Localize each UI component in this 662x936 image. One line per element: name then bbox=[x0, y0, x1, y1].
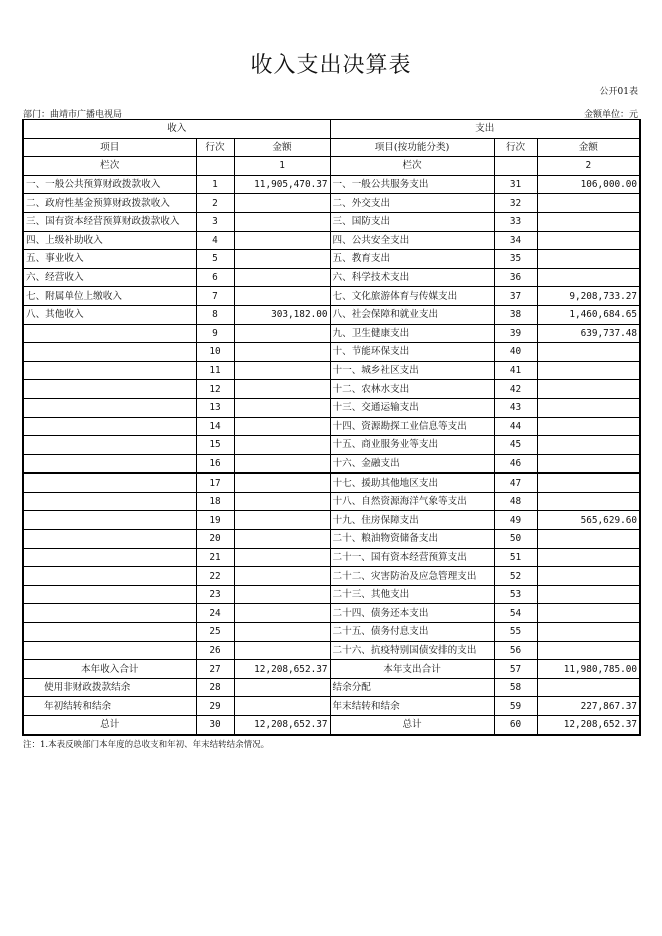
expense-amount bbox=[537, 567, 640, 586]
income-item bbox=[23, 585, 196, 604]
income-line-no: 19 bbox=[196, 511, 234, 530]
expense-item: 十六、金融支出 bbox=[330, 454, 494, 473]
expense-amount: 227,867.37 bbox=[537, 697, 640, 716]
income-amount bbox=[234, 324, 330, 343]
table-row bbox=[23, 454, 640, 473]
income-item bbox=[23, 380, 196, 399]
expense-item: 二十五、债务付息支出 bbox=[330, 623, 494, 642]
expense-item: 二十、粮油物资储备支出 bbox=[330, 530, 494, 549]
income-amount bbox=[234, 530, 330, 549]
expense-line-no: 49 bbox=[494, 511, 537, 530]
expense-item: 十七、援助其他地区支出 bbox=[330, 473, 494, 492]
footnote: 注：1.本表反映部门本年度的总收支和年初、年末结转结余情况。 bbox=[23, 740, 270, 750]
expense-amount bbox=[537, 398, 640, 417]
table-row bbox=[23, 268, 640, 287]
income-amount bbox=[234, 697, 330, 716]
amount-unit-label: 金额单位：元 bbox=[583, 110, 638, 120]
summary-row bbox=[23, 697, 640, 716]
column-header-row bbox=[23, 138, 640, 157]
expense-amount: 1,460,684.65 bbox=[537, 305, 640, 324]
expense-amount: 639,737.48 bbox=[537, 324, 640, 343]
empty-cell bbox=[494, 157, 537, 176]
expense-item: 十四、资源勘探工业信息等支出 bbox=[330, 417, 494, 436]
table-row bbox=[23, 473, 640, 492]
income-item bbox=[23, 511, 196, 530]
income-amount bbox=[234, 548, 330, 567]
expense-line-no: 42 bbox=[494, 380, 537, 399]
col-number-left: 1 bbox=[234, 157, 330, 176]
income-item bbox=[23, 324, 196, 343]
income-amount bbox=[234, 604, 330, 623]
income-line-no: 6 bbox=[196, 268, 234, 287]
expense-amount bbox=[537, 641, 640, 660]
table-row bbox=[23, 641, 640, 660]
expense-item: 十一、城乡社区支出 bbox=[330, 361, 494, 380]
income-amount bbox=[234, 454, 330, 473]
income-line-no: 23 bbox=[196, 585, 234, 604]
expense-line-no: 52 bbox=[494, 567, 537, 586]
row-label-right: 栏次 bbox=[330, 157, 494, 176]
income-item bbox=[23, 492, 196, 511]
table-row bbox=[23, 287, 640, 306]
expense-line-no: 39 bbox=[494, 324, 537, 343]
income-line-no: 3 bbox=[196, 212, 234, 231]
income-amount bbox=[234, 398, 330, 417]
expense-line-no: 34 bbox=[494, 231, 537, 250]
income-amount bbox=[234, 231, 330, 250]
summary-row bbox=[23, 678, 640, 697]
expense-amount bbox=[537, 604, 640, 623]
income-item bbox=[23, 361, 196, 380]
expense-item: 七、文化旅游体育与传媒支出 bbox=[330, 287, 494, 306]
table-row bbox=[23, 585, 640, 604]
income-item bbox=[23, 436, 196, 455]
expense-line-no: 48 bbox=[494, 492, 537, 511]
income-line-no: 28 bbox=[196, 678, 234, 697]
expense-line-no: 50 bbox=[494, 530, 537, 549]
income-line-no: 16 bbox=[196, 454, 234, 473]
income-amount bbox=[234, 678, 330, 697]
expense-line-no: 44 bbox=[494, 417, 537, 436]
table-row bbox=[23, 398, 640, 417]
income-line-no: 26 bbox=[196, 641, 234, 660]
income-line-no: 12 bbox=[196, 380, 234, 399]
table-row bbox=[23, 324, 640, 343]
expense-line-no: 53 bbox=[494, 585, 537, 604]
table-row bbox=[23, 231, 640, 250]
row-label-left: 栏次 bbox=[23, 157, 196, 176]
expense-item: 三、国防支出 bbox=[330, 212, 494, 231]
income-line-no: 21 bbox=[196, 548, 234, 567]
expense-item: 十二、农林水支出 bbox=[330, 380, 494, 399]
expense-line-no: 31 bbox=[494, 175, 537, 194]
expense-item: 二十六、抗疫特别国债安排的支出 bbox=[330, 641, 494, 660]
col-income-amount: 金额 bbox=[234, 138, 330, 157]
expense-group-header: 支出 bbox=[330, 120, 640, 139]
income-line-no: 2 bbox=[196, 194, 234, 213]
expense-line-no: 58 bbox=[494, 678, 537, 697]
expense-amount bbox=[537, 380, 640, 399]
expense-amount bbox=[537, 436, 640, 455]
expense-line-no: 37 bbox=[494, 287, 537, 306]
income-line-no: 5 bbox=[196, 250, 234, 269]
income-line-no: 8 bbox=[196, 305, 234, 324]
expense-item: 九、卫生健康支出 bbox=[330, 324, 494, 343]
expense-line-no: 59 bbox=[494, 697, 537, 716]
income-line-no: 10 bbox=[196, 343, 234, 362]
income-item: 三、国有资本经营预算财政拨款收入 bbox=[23, 212, 196, 231]
table-row bbox=[23, 567, 640, 586]
col-income-item: 项目 bbox=[23, 138, 196, 157]
expense-amount bbox=[537, 473, 640, 492]
col-expense-amount: 金额 bbox=[537, 138, 640, 157]
income-summary-item: 总计 bbox=[23, 716, 196, 735]
income-item: 七、附属单位上缴收入 bbox=[23, 287, 196, 306]
income-amount bbox=[234, 212, 330, 231]
expense-line-no: 47 bbox=[494, 473, 537, 492]
empty-cell bbox=[196, 157, 234, 176]
income-line-no: 9 bbox=[196, 324, 234, 343]
table-row bbox=[23, 548, 640, 567]
department-label: 部门：曲靖市广播电视局 bbox=[23, 110, 123, 120]
income-item bbox=[23, 530, 196, 549]
income-line-no: 24 bbox=[196, 604, 234, 623]
col-income-line: 行次 bbox=[196, 138, 234, 157]
income-item bbox=[23, 473, 196, 492]
expense-item: 十五、商业服务业等支出 bbox=[330, 436, 494, 455]
income-line-no: 30 bbox=[196, 716, 234, 735]
expense-item: 一、一般公共服务支出 bbox=[330, 175, 494, 194]
income-line-no: 1 bbox=[196, 175, 234, 194]
income-amount bbox=[234, 194, 330, 213]
income-amount bbox=[234, 641, 330, 660]
table-row bbox=[23, 511, 640, 530]
expense-amount bbox=[537, 492, 640, 511]
expense-amount bbox=[537, 212, 640, 231]
expense-summary-item: 年末结转和结余 bbox=[330, 697, 494, 716]
income-line-no: 13 bbox=[196, 398, 234, 417]
income-line-no: 11 bbox=[196, 361, 234, 380]
income-item bbox=[23, 398, 196, 417]
expense-item: 十八、自然资源海洋气象等支出 bbox=[330, 492, 494, 511]
expense-line-no: 33 bbox=[494, 212, 537, 231]
income-amount bbox=[234, 473, 330, 492]
income-line-no: 17 bbox=[196, 473, 234, 492]
income-item bbox=[23, 454, 196, 473]
expense-line-no: 60 bbox=[494, 716, 537, 735]
income-line-no: 14 bbox=[196, 417, 234, 436]
income-item: 五、事业收入 bbox=[23, 250, 196, 269]
form-number: 公开01表 bbox=[599, 87, 638, 97]
expense-amount bbox=[537, 548, 640, 567]
expense-line-no: 43 bbox=[494, 398, 537, 417]
income-group-header: 收入 bbox=[23, 120, 330, 139]
income-item bbox=[23, 641, 196, 660]
income-line-no: 22 bbox=[196, 567, 234, 586]
income-summary-item: 年初结转和结余 bbox=[23, 697, 196, 716]
income-line-no: 25 bbox=[196, 623, 234, 642]
table-row bbox=[23, 380, 640, 399]
income-amount bbox=[234, 287, 330, 306]
expense-amount bbox=[537, 678, 640, 697]
summary-row bbox=[23, 716, 640, 735]
expense-item: 二十三、其他支出 bbox=[330, 585, 494, 604]
expense-amount bbox=[537, 361, 640, 380]
expense-item: 十、节能环保支出 bbox=[330, 343, 494, 362]
income-amount: 11,905,470.37 bbox=[234, 175, 330, 194]
expense-line-no: 46 bbox=[494, 454, 537, 473]
table-row bbox=[23, 305, 640, 324]
expense-amount: 9,208,733.27 bbox=[537, 287, 640, 306]
expense-amount: 12,208,652.37 bbox=[537, 716, 640, 735]
income-item bbox=[23, 548, 196, 567]
expense-amount bbox=[537, 231, 640, 250]
expense-amount: 11,980,785.00 bbox=[537, 660, 640, 679]
table-row bbox=[23, 530, 640, 549]
income-amount bbox=[234, 585, 330, 604]
expense-amount bbox=[537, 194, 640, 213]
table-row bbox=[23, 623, 640, 642]
income-line-no: 27 bbox=[196, 660, 234, 679]
income-amount bbox=[234, 380, 330, 399]
income-item: 六、经营收入 bbox=[23, 268, 196, 287]
expense-line-no: 57 bbox=[494, 660, 537, 679]
group-header-row bbox=[23, 120, 640, 139]
expense-item: 二十一、国有资本经营预算支出 bbox=[330, 548, 494, 567]
table-row bbox=[23, 194, 640, 213]
expense-amount bbox=[537, 417, 640, 436]
income-item bbox=[23, 623, 196, 642]
column-number-row bbox=[23, 157, 640, 176]
income-amount: 303,182.00 bbox=[234, 305, 330, 324]
income-amount bbox=[234, 492, 330, 511]
income-line-no: 29 bbox=[196, 697, 234, 716]
income-item bbox=[23, 343, 196, 362]
income-amount bbox=[234, 623, 330, 642]
expense-amount bbox=[537, 250, 640, 269]
col-expense-line: 行次 bbox=[494, 138, 537, 157]
expense-amount bbox=[537, 623, 640, 642]
expense-line-no: 55 bbox=[494, 623, 537, 642]
income-item: 二、政府性基金预算财政拨款收入 bbox=[23, 194, 196, 213]
expense-item: 八、社会保障和就业支出 bbox=[330, 305, 494, 324]
table-row bbox=[23, 212, 640, 231]
income-line-no: 18 bbox=[196, 492, 234, 511]
expense-line-no: 54 bbox=[494, 604, 537, 623]
table-row bbox=[23, 250, 640, 269]
col-number-right: 2 bbox=[537, 157, 640, 176]
income-summary-item: 本年收入合计 bbox=[23, 660, 196, 679]
income-expense-table bbox=[22, 119, 641, 736]
income-line-no: 15 bbox=[196, 436, 234, 455]
table-row bbox=[23, 492, 640, 511]
expense-amount bbox=[537, 454, 640, 473]
expense-summary-item: 结余分配 bbox=[330, 678, 494, 697]
expense-line-no: 38 bbox=[494, 305, 537, 324]
income-line-no: 20 bbox=[196, 530, 234, 549]
expense-line-no: 36 bbox=[494, 268, 537, 287]
expense-line-no: 56 bbox=[494, 641, 537, 660]
table-row bbox=[23, 604, 640, 623]
expense-item: 十九、住房保障支出 bbox=[330, 511, 494, 530]
expense-amount bbox=[537, 343, 640, 362]
income-amount bbox=[234, 361, 330, 380]
page-title: 收入支出决算表 bbox=[250, 53, 412, 78]
income-line-no: 4 bbox=[196, 231, 234, 250]
income-item bbox=[23, 604, 196, 623]
expense-line-no: 35 bbox=[494, 250, 537, 269]
income-amount: 12,208,652.37 bbox=[234, 660, 330, 679]
income-amount: 12,208,652.37 bbox=[234, 716, 330, 735]
expense-amount: 106,000.00 bbox=[537, 175, 640, 194]
income-summary-item: 使用非财政拨款结余 bbox=[23, 678, 196, 697]
expense-line-no: 32 bbox=[494, 194, 537, 213]
income-amount bbox=[234, 436, 330, 455]
table-row bbox=[23, 361, 640, 380]
income-amount bbox=[234, 250, 330, 269]
income-item: 四、上级补助收入 bbox=[23, 231, 196, 250]
expense-item: 五、教育支出 bbox=[330, 250, 494, 269]
expense-line-no: 41 bbox=[494, 361, 537, 380]
expense-line-no: 40 bbox=[494, 343, 537, 362]
expense-summary-item: 总计 bbox=[330, 716, 494, 735]
expense-line-no: 45 bbox=[494, 436, 537, 455]
expense-line-no: 51 bbox=[494, 548, 537, 567]
income-item: 一、一般公共预算财政拨款收入 bbox=[23, 175, 196, 194]
income-amount bbox=[234, 343, 330, 362]
income-amount bbox=[234, 511, 330, 530]
table-row bbox=[23, 343, 640, 362]
expense-item: 二十四、债务还本支出 bbox=[330, 604, 494, 623]
income-item: 八、其他收入 bbox=[23, 305, 196, 324]
table-row bbox=[23, 417, 640, 436]
expense-item: 二、外交支出 bbox=[330, 194, 494, 213]
income-item bbox=[23, 567, 196, 586]
expense-item: 二十二、灾害防治及应急管理支出 bbox=[330, 567, 494, 586]
income-amount bbox=[234, 417, 330, 436]
expense-item: 六、科学技术支出 bbox=[330, 268, 494, 287]
expense-amount bbox=[537, 530, 640, 549]
income-amount bbox=[234, 268, 330, 287]
income-item bbox=[23, 417, 196, 436]
summary-row bbox=[23, 660, 640, 679]
expense-item: 四、公共安全支出 bbox=[330, 231, 494, 250]
income-amount bbox=[234, 567, 330, 586]
col-expense-item: 项目(按功能分类) bbox=[330, 138, 494, 157]
expense-item: 十三、交通运输支出 bbox=[330, 398, 494, 417]
expense-amount bbox=[537, 585, 640, 604]
table-row bbox=[23, 436, 640, 455]
income-line-no: 7 bbox=[196, 287, 234, 306]
expense-summary-item: 本年支出合计 bbox=[330, 660, 494, 679]
table-row bbox=[23, 175, 640, 194]
expense-amount: 565,629.60 bbox=[537, 511, 640, 530]
expense-amount bbox=[537, 268, 640, 287]
